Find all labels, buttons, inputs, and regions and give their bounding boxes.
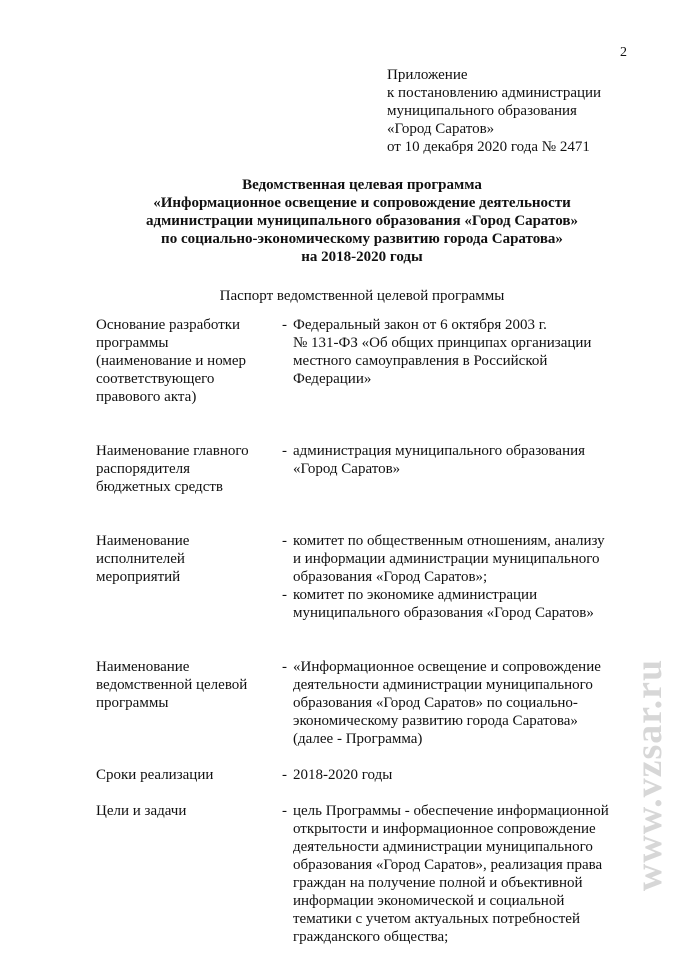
watermark-text: www.vzsar.ru	[628, 658, 670, 892]
value-line: Федеральный закон от 6 октября 2003 г.	[293, 317, 547, 333]
passport-row-label	[96, 532, 282, 622]
label-line: Наименование	[96, 659, 190, 675]
value-item	[282, 802, 636, 946]
appendix-line: муниципального образования	[387, 103, 577, 119]
title-line: на 2018-2020 годы	[301, 249, 423, 265]
label-line: бюджетных средств	[96, 479, 223, 495]
value-line: гражданского общества;	[293, 929, 449, 945]
label-line: Цели и задачи	[96, 803, 187, 819]
appendix-line: Приложение	[387, 67, 468, 83]
page-number: 2	[620, 45, 627, 60]
title-line: по социально-экономическому развитию города Саратова»	[161, 231, 563, 247]
item-dash: -	[282, 533, 287, 549]
value-item	[282, 532, 636, 586]
label-line: Наименование главного	[96, 443, 249, 459]
appendix-line: от 10 декабря 2020 года № 2471	[387, 139, 590, 155]
value-line: деятельности администрации муниципального	[293, 677, 593, 693]
value-line: информации экономической и социальной	[293, 893, 565, 909]
value-item	[282, 658, 636, 748]
title-line: «Информационное освещение и сопровождение деятельности	[153, 195, 571, 211]
value-line: комитет по экономике администрации	[293, 587, 538, 603]
value-line: «Город Саратов»	[293, 461, 401, 477]
value-item	[282, 586, 636, 622]
label-line: Сроки реализации	[96, 767, 214, 783]
label-line: ведомственной целевой	[96, 677, 248, 693]
passport-row	[96, 532, 636, 622]
value-line: администрация муниципального образования	[293, 443, 586, 459]
value-line: «Информационное освещение и сопровождение	[293, 659, 601, 675]
value-line: деятельности администрации муниципального	[293, 839, 593, 855]
passport-row	[96, 766, 636, 784]
value-line: Федерации»	[293, 371, 372, 387]
value-line: открытости и информационное сопровождение	[293, 821, 596, 837]
label-line: программы	[96, 695, 169, 711]
passport-row	[96, 802, 636, 946]
value-item	[282, 442, 636, 478]
passport-row-label	[96, 316, 282, 406]
passport-row-label	[96, 802, 282, 946]
watermark	[628, 605, 670, 945]
label-line: правового акта)	[96, 389, 197, 405]
passport-row-label	[96, 766, 282, 784]
value-line: образования «Город Саратов»;	[293, 569, 488, 585]
passport-row-value	[282, 442, 636, 496]
value-item	[282, 766, 636, 784]
passport-row	[96, 442, 636, 496]
passport-table	[96, 316, 636, 946]
label-line: исполнителей	[96, 551, 185, 567]
item-dash: -	[282, 587, 287, 603]
appendix-block	[387, 66, 657, 156]
appendix-line: «Город Саратов»	[387, 121, 495, 137]
appendix-line: к постановлению администрации	[387, 85, 602, 101]
value-line: (далее - Программа)	[293, 731, 423, 747]
value-item	[282, 316, 636, 388]
passport-row-value	[282, 802, 636, 946]
passport-row-value	[282, 766, 636, 784]
title-line: Ведомственная целевая программа	[242, 177, 482, 193]
label-line: Наименование	[96, 533, 190, 549]
value-line: тематики с учетом актуальных потребностей	[293, 911, 580, 927]
item-dash: -	[282, 803, 287, 819]
value-line: комитет по общественным отношениям, анализу	[293, 533, 605, 549]
label-line: Основание разработки	[96, 317, 241, 333]
label-line: (наименование и номер	[96, 353, 247, 369]
passport-row-label	[96, 442, 282, 496]
value-line: цель Программы - обеспечение информационной	[293, 803, 609, 819]
label-line: программы	[96, 335, 169, 351]
value-line: и информации администрации муниципального	[293, 551, 600, 567]
value-line: № 131-ФЗ «Об общих принципах организации	[293, 335, 592, 351]
value-line: экономическому развитию города Саратова»	[293, 713, 578, 729]
title-line: администрации муниципального образования «Город Саратов»	[145, 213, 579, 229]
value-line: 2018-2020 годы	[293, 767, 393, 783]
value-line: образования «Город Саратов» по социально-	[293, 695, 578, 711]
value-line: местного самоуправления в Российской	[293, 353, 548, 369]
label-line: распорядителя	[96, 461, 190, 477]
value-line: граждан на получение полной и объективной	[293, 875, 583, 891]
passport-row-value	[282, 658, 636, 748]
passport-row-label	[96, 658, 282, 748]
item-dash: -	[282, 443, 287, 459]
value-line: муниципального образования «Город Саратов»	[293, 605, 594, 621]
item-dash: -	[282, 767, 287, 783]
passport-title: Паспорт ведомственной целевой программы	[219, 288, 505, 304]
value-line: образования «Город Саратов», реализация права	[293, 857, 603, 873]
program-title	[60, 176, 664, 266]
label-line: мероприятий	[96, 569, 181, 585]
item-dash: -	[282, 317, 287, 333]
passport-row	[96, 316, 636, 406]
passport-row	[96, 658, 636, 748]
passport-row-value	[282, 316, 636, 406]
item-dash: -	[282, 659, 287, 675]
passport-row-value	[282, 532, 636, 622]
label-line: соответствующего	[96, 371, 215, 387]
